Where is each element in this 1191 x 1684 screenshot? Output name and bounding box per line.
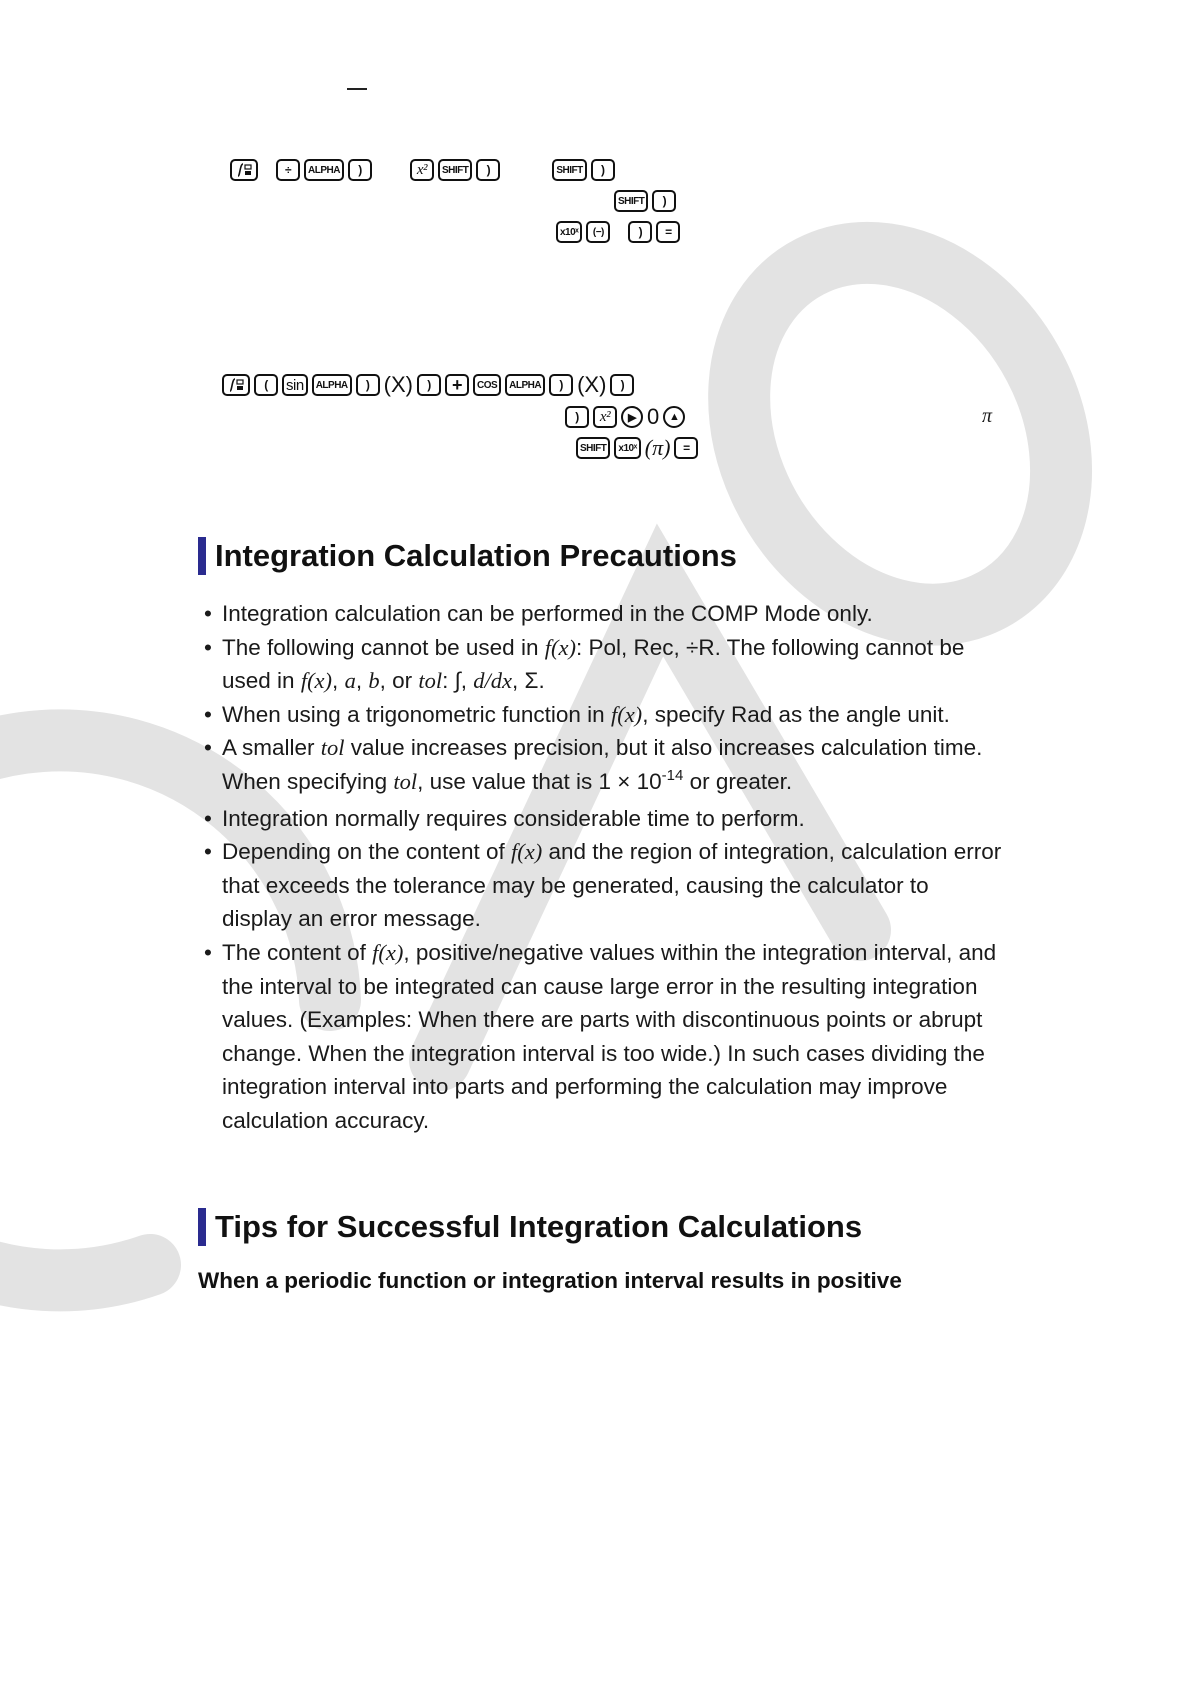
sin-key: sin <box>282 374 308 396</box>
zero-literal: 0 <box>647 404 660 429</box>
close-paren-key-icon: ) <box>610 374 634 396</box>
close-paren-key-icon: ) <box>565 406 589 428</box>
alpha-key: ALPHA <box>505 374 545 396</box>
close-paren-key-icon: ) <box>476 159 500 181</box>
list-item: • When using a trigonometric function in f(x), specify Rad as the angle unit. <box>204 698 1004 732</box>
close-paren-key-icon: ) <box>591 159 615 181</box>
key-sequence-1-row-1 <box>230 157 619 183</box>
key-sequence-1-row-2 <box>614 188 680 214</box>
open-paren-key-icon: ( <box>254 374 278 396</box>
section-title: Tips for Successful Integration Calculations <box>215 1209 863 1244</box>
close-paren-key-icon: ) <box>417 374 441 396</box>
list-item: • A smaller tol value increases precision, but it also increases calculation time. When specifying tol, use value that is $1 \times 10^{-14}$ or greater. <box>204 731 1004 801</box>
shift-key: SHIFT <box>576 437 610 459</box>
x-variable-label: (X) <box>577 372 607 397</box>
times-ten-power-key: x10ˣ <box>556 221 582 243</box>
right-arrow-key-icon: ▶ <box>621 406 643 428</box>
equals-key-icon: = <box>674 437 698 459</box>
fraction-bar <box>347 88 367 90</box>
shift-key: SHIFT <box>438 159 472 181</box>
alpha-key: ALPHA <box>304 159 344 181</box>
heading-accent-bar <box>198 1208 206 1246</box>
key-sequence-1-row-3 <box>556 219 684 245</box>
plus-key-icon: + <box>445 374 469 396</box>
negative-key: (−) <box>586 221 610 243</box>
up-arrow-key-icon: ▲ <box>663 406 685 428</box>
close-paren-key-icon: ) <box>348 159 372 181</box>
times-ten-power-key: x10ˣ <box>614 437 640 459</box>
list-item: • The content of f(x), positive/negative values within the integration interval, and the interval to be integrated can cause large error in the resulting integration values. (Examples: When there are parts with discontinuous points or abrupt change. When the integration interval is too wide.) In such cases dividing the integration interval into parts and performing the calculation may improve calculation accuracy. <box>204 936 1004 1138</box>
key-sequence-2-row-3 <box>576 435 702 461</box>
close-paren-key-icon: ) <box>652 190 676 212</box>
heading-accent-bar <box>198 537 206 575</box>
pi-note: π <box>982 405 993 427</box>
close-paren-key-icon: ) <box>628 221 652 243</box>
integral-key-icon <box>230 159 258 181</box>
x-variable-label: (X) <box>383 372 413 397</box>
shift-key: SHIFT <box>614 190 648 212</box>
equals-key-icon: = <box>656 221 680 243</box>
section-heading-precautions <box>198 537 737 575</box>
list-item: • Integration normally requires considerable time to perform. <box>204 802 1004 836</box>
list-item: • The following cannot be used in f(x): Pol, Rec, ÷R. The following cannot be used in f(x), a, b, or tol: ∫, d/dx, Σ. <box>204 631 1004 698</box>
shift-key: SHIFT <box>552 159 586 181</box>
x-squared-key: x² <box>593 406 617 428</box>
precautions-list <box>204 597 1004 1138</box>
x-squared-key: x² <box>410 159 434 181</box>
list-item: • Integration calculation can be performed in the COMP Mode only. <box>204 597 1004 631</box>
integral-key-icon <box>222 374 250 396</box>
section-title: Integration Calculation Precautions <box>215 538 737 573</box>
key-sequence-2-row-2 <box>565 404 689 430</box>
divide-key-icon: ÷ <box>276 159 300 181</box>
section-heading-tips <box>198 1208 862 1246</box>
key-sequence-2-row-1 <box>222 372 638 398</box>
alpha-key: ALPHA <box>312 374 352 396</box>
cos-key: COS <box>473 374 501 396</box>
close-paren-key-icon: ) <box>356 374 380 396</box>
list-item: • Depending on the content of f(x) and the region of integration, calculation error that exceeds the tolerance may be generated, causing the calculator to display an error message. <box>204 835 1004 936</box>
subheading: When a periodic function or integration interval results in positive <box>198 1268 902 1293</box>
close-paren-key-icon: ) <box>549 374 573 396</box>
pi-literal: (π) <box>644 435 671 460</box>
